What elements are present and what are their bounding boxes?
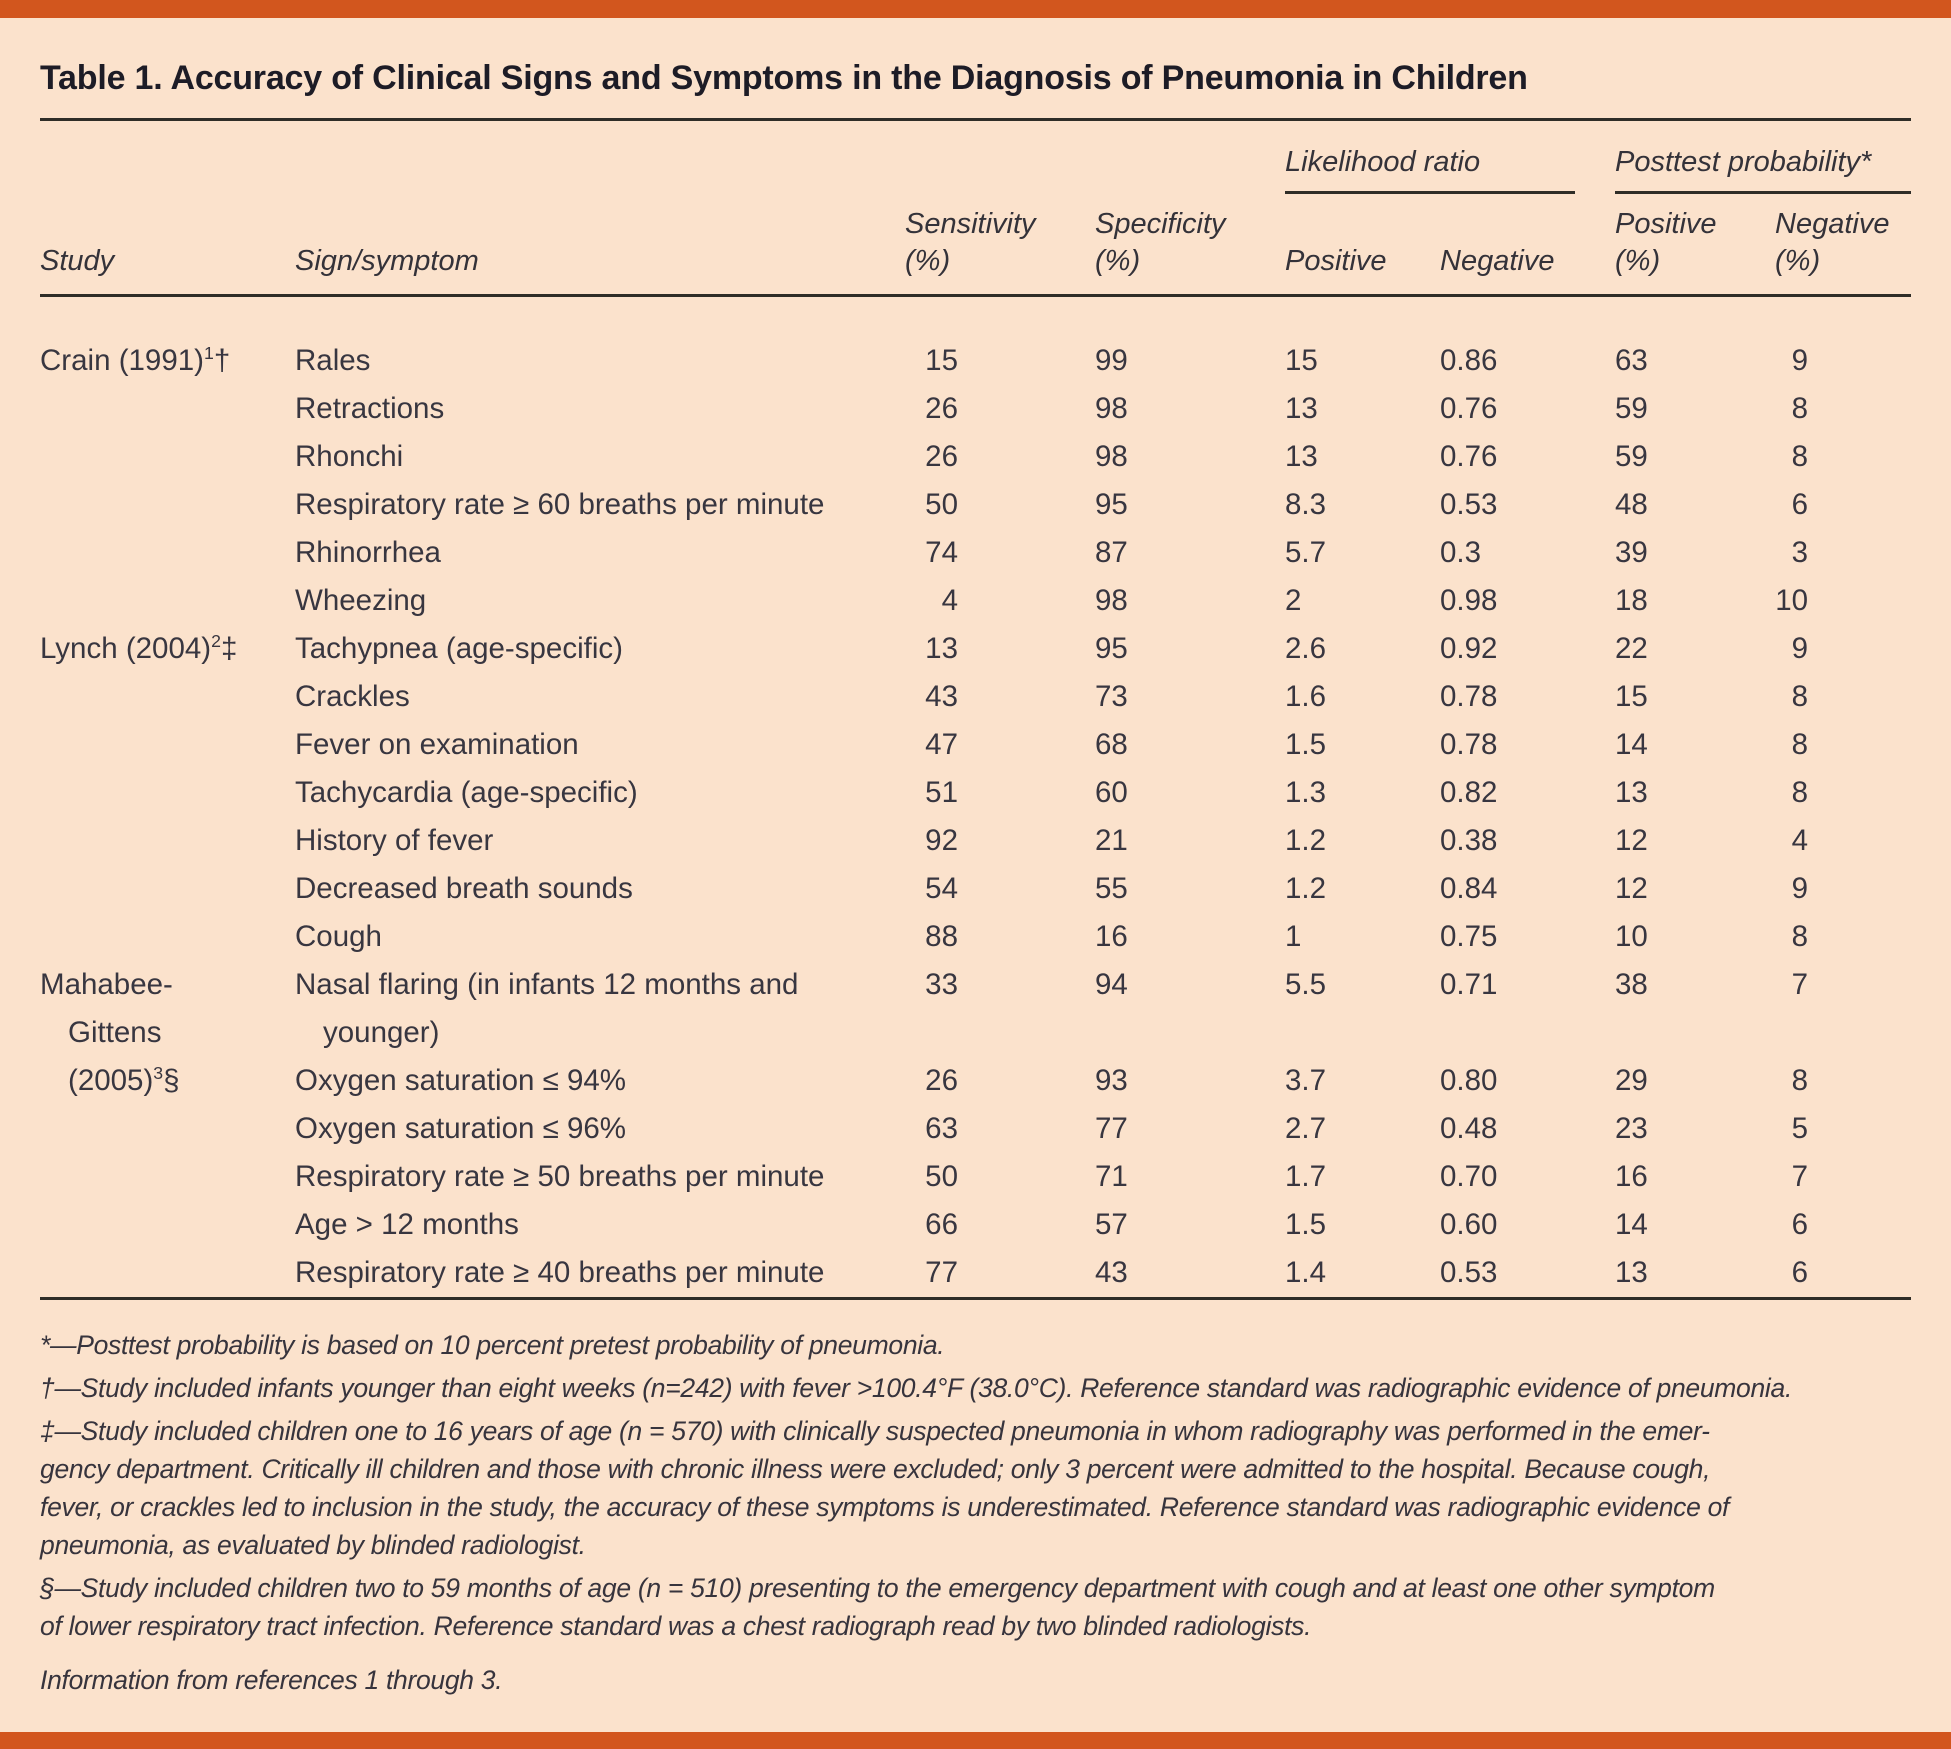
- bottom-accent-bar: [0, 1732, 1951, 1749]
- specificity-cell: 98: [1095, 392, 1128, 425]
- footnote-line: of lower respiratory tract infection. Reference standard was a chest radiograph read by two blinded radiologists.: [40, 1611, 1312, 1641]
- lr-positive-cell: 15: [1285, 344, 1318, 377]
- lr-positive-cell: 2.7: [1285, 1112, 1327, 1145]
- lr-negative-cell: 0.3: [1440, 536, 1482, 569]
- specificity-cell: 87: [1095, 536, 1128, 569]
- col-header-sign-symptom: Sign/symptom: [295, 194, 905, 296]
- specificity-cell: 93: [1095, 1064, 1128, 1097]
- pt-negative-cell: 6: [1791, 488, 1809, 521]
- specificity-cell: 60: [1095, 776, 1128, 809]
- sign-symptom-line: younger): [323, 1016, 440, 1049]
- footnote-line: †—Study included infants younger than eight weeks (n=242) with fever >100.4°F (38.0°C). Reference standard was radiographic evidence of pneumonia.: [40, 1373, 1793, 1403]
- specificity-cell: 98: [1095, 584, 1128, 617]
- sensitivity-cell: 15: [925, 344, 958, 377]
- sign-symptom-line: Respiratory rate ≥ 40 breaths per minute: [295, 1256, 825, 1289]
- lr-positive-cell: 1.2: [1285, 872, 1327, 905]
- sign-cell: [295, 625, 905, 673]
- footnote-line: pneumonia, as evaluated by blinded radiologist.: [40, 1530, 586, 1560]
- sign-cell: [295, 529, 905, 577]
- footnote-dagger: [40, 1369, 1911, 1407]
- lr-positive-cell: 8.3: [1285, 488, 1327, 521]
- lr-positive-cell: 2: [1285, 584, 1302, 617]
- table-row: [40, 865, 1911, 913]
- col-header-specificity-line1: Specificity: [1095, 208, 1226, 240]
- footnote-line: gency department. Critically ill children and those with chronic illness were excluded; only 3 percent were admitted to the hospital. Because cough,: [40, 1454, 1711, 1484]
- footnote-section: [40, 1569, 1911, 1645]
- col-header-pt-negative-line1: Negative: [1775, 208, 1890, 240]
- pt-negative-cell: 8: [1791, 920, 1809, 953]
- table-row: [40, 481, 1911, 529]
- pt-positive-cell: 13: [1615, 1256, 1648, 1289]
- col-header-lr-positive: Positive: [1285, 194, 1440, 296]
- likelihood-ratio-label: Likelihood ratio: [1285, 121, 1575, 194]
- sign-symptom-line: Age > 12 months: [295, 1208, 519, 1241]
- footnote-line: ‡—Study included children one to 16 years of age (n = 570) with clinically suspected pneumonia in whom radiography was performed in the emer-: [40, 1416, 1710, 1446]
- specificity-cell: 95: [1095, 488, 1128, 521]
- pt-positive-cell: 13: [1615, 776, 1648, 809]
- sign-cell: [295, 769, 905, 817]
- pt-positive-cell: 16: [1615, 1160, 1648, 1193]
- reference-superscript: 3: [153, 1063, 164, 1084]
- pt-negative-cell: 9: [1791, 872, 1809, 905]
- pt-positive-cell: 18: [1615, 584, 1648, 617]
- study-citation: $(2005)^3\S$: [68, 1063, 180, 1097]
- table-row: [40, 1153, 1911, 1201]
- pt-positive-cell: 63: [1615, 344, 1648, 377]
- sensitivity-cell: 88: [925, 920, 958, 953]
- spanner-spacer: [40, 121, 1285, 194]
- pt-negative-cell: 8: [1791, 728, 1809, 761]
- col-header-specificity-line2: (%): [1095, 245, 1141, 277]
- specificity-cell: 95: [1095, 632, 1128, 665]
- pt-negative-cell: 4: [1791, 824, 1809, 857]
- lr-negative-cell: 0.78: [1440, 728, 1498, 761]
- col-header-pt-positive: [1615, 194, 1775, 296]
- sensitivity-cell: 13: [925, 632, 958, 665]
- sensitivity-cell: 26: [925, 440, 958, 473]
- pt-negative-cell: 8: [1791, 776, 1809, 809]
- sensitivity-cell: 66: [925, 1208, 958, 1241]
- lr-positive-cell: 1.6: [1285, 680, 1327, 713]
- footnote-line: §—Study included children two to 59 months of age (n = 510) presenting to the emergency department with cough and at least one other symptom: [40, 1573, 1715, 1603]
- lr-positive-cell: 1.5: [1285, 728, 1327, 761]
- lr-negative-cell: 0.75: [1440, 920, 1498, 953]
- pt-positive-cell: 15: [1615, 680, 1648, 713]
- sign-symptom-line: Tachycardia (age-specific): [295, 776, 638, 809]
- sign-cell: [295, 1105, 905, 1153]
- table-row: [40, 769, 1911, 817]
- lr-positive-cell: 1.7: [1285, 1160, 1327, 1193]
- sign-symptom-line: Respiratory rate ≥ 60 breaths per minute: [295, 488, 825, 521]
- pt-positive-cell: 22: [1615, 632, 1648, 665]
- lr-negative-cell: 0.76: [1440, 440, 1498, 473]
- sensitivity-cell: 50: [925, 488, 958, 521]
- top-accent-bar: [0, 0, 1951, 18]
- study-cell: [40, 296, 295, 626]
- table-row: [40, 625, 1911, 673]
- table-row: [40, 721, 1911, 769]
- pt-negative-cell: 7: [1791, 1160, 1809, 1193]
- sensitivity-cell: 54: [925, 872, 958, 905]
- table-row: [40, 529, 1911, 577]
- likelihood-ratio-spanner: [1285, 121, 1615, 194]
- sign-cell: [295, 577, 905, 625]
- lr-positive-cell: 1.5: [1285, 1208, 1327, 1241]
- sensitivity-cell: 26: [925, 392, 958, 425]
- specificity-cell: 99: [1095, 344, 1128, 377]
- pt-positive-cell: 14: [1615, 1208, 1648, 1241]
- sensitivity-cell: 33: [925, 968, 958, 1001]
- lr-positive-cell: 1.2: [1285, 824, 1327, 857]
- specificity-cell: 55: [1095, 872, 1128, 905]
- sensitivity-cell: 63: [925, 1112, 958, 1145]
- sign-symptom-line: Respiratory rate ≥ 50 breaths per minute: [295, 1160, 825, 1193]
- sign-cell: [295, 385, 905, 433]
- sign-symptom-line: Crackles: [295, 680, 410, 713]
- pt-negative-cell: 8: [1791, 1064, 1809, 1097]
- col-header-pt-positive-line2: (%): [1615, 245, 1661, 277]
- sensitivity-cell: 92: [925, 824, 958, 857]
- table-figure: [0, 18, 1951, 1704]
- sensitivity-cell: 47: [925, 728, 958, 761]
- lr-negative-cell: 0.76: [1440, 392, 1498, 425]
- source-note: Information from references 1 through 3.: [40, 1665, 503, 1695]
- specificity-cell: 68: [1095, 728, 1128, 761]
- lr-positive-cell: 5.7: [1285, 536, 1327, 569]
- table-title: Table 1. Accuracy of Clinical Signs and Symptoms in the Diagnosis of Pneumonia in Children: [40, 59, 1528, 97]
- lr-negative-cell: 0.53: [1440, 488, 1498, 521]
- study-citation: Crain $(1991)^1\dagger$: [40, 343, 231, 377]
- sign-cell: [295, 865, 905, 913]
- table-row: [40, 296, 1911, 386]
- table-row: [40, 817, 1911, 865]
- specificity-cell: 94: [1095, 968, 1128, 1001]
- sensitivity-cell: 4: [941, 584, 958, 617]
- sign-symptom-line: Oxygen saturation ≤ 96%: [295, 1112, 627, 1145]
- pt-negative-cell: 7: [1791, 968, 1809, 1001]
- sign-cell: [295, 481, 905, 529]
- col-header-sensitivity: [905, 194, 1095, 296]
- pt-positive-cell: 10: [1615, 920, 1648, 953]
- sign-cell: [295, 961, 905, 1057]
- pt-positive-cell: 12: [1615, 872, 1648, 905]
- lr-negative-cell: 0.38: [1440, 824, 1498, 857]
- table-row: [40, 1201, 1911, 1249]
- lr-negative-cell: 0.71: [1440, 968, 1498, 1001]
- footnote-double-dagger: [40, 1412, 1911, 1564]
- posttest-probability-label: Posttest probability*: [1615, 121, 1911, 194]
- sign-symptom-line: Cough: [295, 920, 382, 953]
- pt-positive-cell: 14: [1615, 728, 1648, 761]
- table-row: [40, 913, 1911, 961]
- study-label-line: Gittens: [68, 1016, 162, 1049]
- sign-symptom-line: Tachypnea (age-specific): [295, 632, 623, 665]
- sign-cell: [295, 1201, 905, 1249]
- study-label-line: Mahabee-: [40, 968, 173, 1001]
- sign-cell: [295, 296, 905, 386]
- lr-negative-cell: 0.86: [1440, 344, 1498, 377]
- sign-symptom-line: Decreased breath sounds: [295, 872, 633, 905]
- sensitivity-cell: 74: [925, 536, 958, 569]
- lr-negative-cell: 0.98: [1440, 584, 1498, 617]
- footnote-asterisk: [40, 1326, 1911, 1364]
- footnotes: [40, 1326, 1911, 1699]
- lr-negative-cell: 0.82: [1440, 776, 1498, 809]
- lr-positive-cell: 1.4: [1285, 1256, 1327, 1289]
- pt-positive-cell: 59: [1615, 392, 1648, 425]
- lr-negative-cell: 0.60: [1440, 1208, 1498, 1241]
- col-header-study: Study: [40, 194, 295, 296]
- sign-cell: [295, 1057, 905, 1105]
- specificity-cell: 43: [1095, 1256, 1128, 1289]
- sign-symptom-line: Fever on examination: [295, 728, 579, 761]
- specificity-cell: 16: [1095, 920, 1128, 953]
- lr-positive-cell: 13: [1285, 392, 1318, 425]
- table-row: [40, 1057, 1911, 1105]
- pt-positive-cell: 39: [1615, 536, 1648, 569]
- lr-negative-cell: 0.84: [1440, 872, 1498, 905]
- study-citation: Lynch $(2004)^2\ddagger$: [40, 631, 238, 665]
- sign-cell: [295, 721, 905, 769]
- sign-symptom-line: Nasal flaring (in infants 12 months and: [295, 968, 799, 1001]
- posttest-probability-spanner: [1615, 121, 1911, 194]
- sensitivity-cell: 77: [925, 1256, 958, 1289]
- table-row: [40, 577, 1911, 625]
- lr-positive-cell: 3.7: [1285, 1064, 1327, 1097]
- sign-symptom-line: Retractions: [295, 392, 445, 425]
- specificity-cell: 98: [1095, 440, 1128, 473]
- reference-superscript: 2: [211, 631, 221, 652]
- lr-negative-cell: 0.78: [1440, 680, 1498, 713]
- sign-symptom-line: Wheezing: [295, 584, 427, 617]
- lr-positive-cell: 1: [1285, 920, 1302, 953]
- lr-negative-cell: 0.53: [1440, 1256, 1498, 1289]
- pt-negative-cell: 9: [1791, 632, 1809, 665]
- sensitivity-cell: 50: [925, 1160, 958, 1193]
- sign-cell: [295, 1153, 905, 1201]
- sign-symptom-line: Rhonchi: [295, 440, 404, 473]
- table-row: [40, 1249, 1911, 1297]
- lr-negative-cell: 0.70: [1440, 1160, 1498, 1193]
- lr-positive-cell: 5.5: [1285, 968, 1327, 1001]
- sign-symptom-line: Rhinorrhea: [295, 536, 441, 569]
- spanner-row: [40, 121, 1911, 194]
- lr-negative-cell: 0.92: [1440, 632, 1498, 665]
- lr-negative-cell: 0.48: [1440, 1112, 1498, 1145]
- specificity-cell: 57: [1095, 1208, 1128, 1241]
- table-header: [40, 121, 1911, 296]
- sign-cell: [295, 433, 905, 481]
- sign-symptom-line: History of fever: [295, 824, 494, 857]
- sign-cell: [295, 673, 905, 721]
- col-header-pt-negative-line2: (%): [1775, 245, 1821, 277]
- lr-positive-cell: 1.3: [1285, 776, 1327, 809]
- footnote-line: fever, or crackles led to inclusion in the study, the accuracy of these symptoms is underestimated. Reference standard was radiographic evidence of: [40, 1492, 1730, 1522]
- table-bottom-rule: [40, 1297, 1911, 1300]
- sign-cell: [295, 817, 905, 865]
- pt-negative-cell: 8: [1791, 392, 1809, 425]
- accuracy-table: [40, 121, 1911, 1297]
- reference-superscript: 1: [203, 343, 214, 364]
- table-body: [40, 296, 1911, 1298]
- column-header-row: [40, 194, 1911, 296]
- pt-negative-cell: 6: [1791, 1208, 1809, 1241]
- specificity-cell: 77: [1095, 1112, 1128, 1145]
- table-row: [40, 1105, 1911, 1153]
- pt-negative-cell: 3: [1791, 536, 1809, 569]
- col-header-lr-negative: Negative: [1440, 194, 1615, 296]
- col-header-sensitivity-line2: (%): [905, 245, 951, 277]
- pt-positive-cell: 12: [1615, 824, 1648, 857]
- pt-negative-cell: 6: [1791, 1256, 1809, 1289]
- table-row: [40, 433, 1911, 481]
- pt-positive-cell: 38: [1615, 968, 1648, 1001]
- table-row: [40, 385, 1911, 433]
- sign-symptom-line: Rales: [295, 344, 371, 377]
- specificity-cell: 21: [1095, 824, 1128, 857]
- table-row: [40, 673, 1911, 721]
- pt-negative-cell: 10: [1775, 584, 1809, 617]
- sign-cell: [295, 913, 905, 961]
- specificity-cell: 71: [1095, 1160, 1128, 1193]
- study-cell: [40, 961, 295, 1297]
- pt-negative-cell: 5: [1791, 1112, 1809, 1145]
- sensitivity-cell: 26: [925, 1064, 958, 1097]
- pt-positive-cell: 48: [1615, 488, 1648, 521]
- lr-negative-cell: 0.80: [1440, 1064, 1498, 1097]
- pt-positive-cell: 29: [1615, 1064, 1648, 1097]
- lr-positive-cell: 13: [1285, 440, 1318, 473]
- lr-positive-cell: 2.6: [1285, 632, 1327, 665]
- pt-positive-cell: 59: [1615, 440, 1648, 473]
- col-header-pt-positive-line1: Positive: [1615, 208, 1717, 240]
- col-header-pt-negative: [1775, 194, 1911, 296]
- pt-positive-cell: 23: [1615, 1112, 1648, 1145]
- col-header-sensitivity-line1: Sensitivity: [905, 208, 1036, 240]
- table-row: [40, 961, 1911, 1057]
- sensitivity-cell: 51: [925, 776, 958, 809]
- pt-negative-cell: 8: [1791, 440, 1809, 473]
- specificity-cell: 73: [1095, 680, 1128, 713]
- study-cell: [40, 625, 295, 961]
- sign-symptom-line: Oxygen saturation ≤ 94%: [295, 1064, 627, 1097]
- pt-negative-cell: 8: [1791, 680, 1809, 713]
- sign-cell: [295, 1249, 905, 1297]
- pt-negative-cell: 9: [1791, 344, 1809, 377]
- sensitivity-cell: 43: [925, 680, 958, 713]
- footnote-line: *—Posttest probability is based on 10 percent pretest probability of pneumonia.: [40, 1330, 945, 1360]
- col-header-specificity: [1095, 194, 1285, 296]
